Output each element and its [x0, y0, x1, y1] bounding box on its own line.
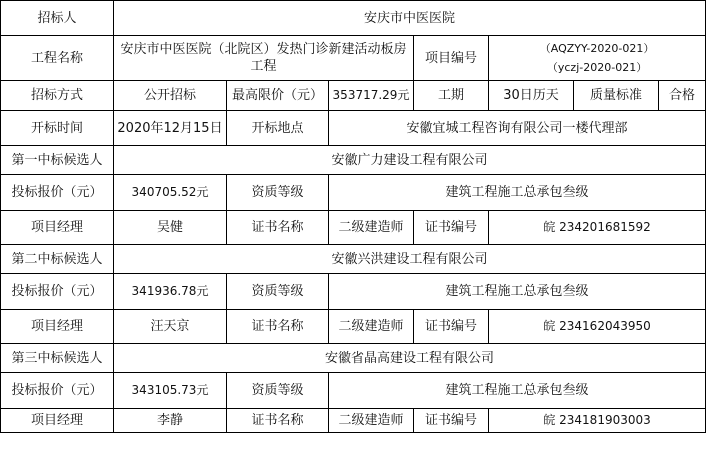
candidate-cert-no-label: 证书编号 — [414, 211, 489, 245]
candidate-qual-label: 资质等级 — [227, 373, 329, 409]
candidate-cert-no-label: 证书编号 — [414, 310, 489, 344]
candidate-cert: 二级建造师 — [329, 211, 414, 245]
quality-label: 质量标准 — [574, 81, 659, 111]
method-value: 公开招标 — [114, 81, 227, 111]
row-candidate-2-manager — [1, 310, 706, 344]
candidate-manager: 吴健 — [114, 211, 227, 245]
row-candidate-1-price — [1, 175, 706, 211]
opening-time-label: 开标时间 — [1, 111, 114, 146]
candidate-cert-label: 证书名称 — [227, 409, 329, 433]
project-code-line2: （yczj-2020-021） — [546, 61, 648, 74]
candidate-qual: 建筑工程施工总承包叁级 — [329, 373, 706, 409]
candidate-company: 安徽兴洪建设工程有限公司 — [114, 245, 706, 274]
candidate-qual: 建筑工程施工总承包叁级 — [329, 175, 706, 211]
candidate-price-label: 投标报价（元） — [1, 373, 114, 409]
project-code-label: 项目编号 — [414, 36, 489, 81]
opening-place-label: 开标地点 — [227, 111, 329, 146]
row-candidate-3 — [1, 344, 706, 373]
candidate-cert-no-label: 证书编号 — [414, 409, 489, 433]
candidate-manager: 李静 — [114, 409, 227, 433]
opening-time-value: 2020年12月15日 — [114, 111, 227, 146]
row-candidate-2-price — [1, 274, 706, 310]
max-price-value: 353717.29元 — [329, 81, 414, 111]
period-value: 30日历天 — [489, 81, 574, 111]
candidate-price: 343105.73元 — [114, 373, 227, 409]
candidate-rank-label: 第一中标候选人 — [1, 146, 114, 175]
candidate-price-label: 投标报价（元） — [1, 274, 114, 310]
candidate-price-label: 投标报价（元） — [1, 175, 114, 211]
max-price-label: 最高限价（元） — [227, 81, 329, 111]
candidate-cert-label: 证书名称 — [227, 310, 329, 344]
candidate-price: 340705.52元 — [114, 175, 227, 211]
candidate-rank-label: 第三中标候选人 — [1, 344, 114, 373]
row-candidate-3-manager — [1, 409, 706, 433]
project-name-label: 工程名称 — [1, 36, 114, 81]
candidate-qual-label: 资质等级 — [227, 274, 329, 310]
candidate-company: 安徽广力建设工程有限公司 — [114, 146, 706, 175]
candidate-manager-label: 项目经理 — [1, 310, 114, 344]
row-opening — [1, 111, 706, 146]
candidate-cert-no: 皖 234181903003 — [489, 409, 706, 433]
tenderer-value: 安庆市中医医院 — [114, 1, 706, 36]
candidate-qual: 建筑工程施工总承包叁级 — [329, 274, 706, 310]
method-label: 招标方式 — [1, 81, 114, 111]
row-candidate-1-manager — [1, 211, 706, 245]
row-candidate-2 — [1, 245, 706, 274]
project-name-value: 安庆市中医医院（北院区）发热门诊新建活动板房工程 — [114, 36, 414, 81]
candidate-qual-label: 资质等级 — [227, 175, 329, 211]
candidate-price: 341936.78元 — [114, 274, 227, 310]
row-candidate-1 — [1, 146, 706, 175]
period-label: 工期 — [414, 81, 489, 111]
opening-place-value: 安徽宜城工程咨询有限公司一楼代理部 — [329, 111, 706, 146]
project-code-value — [489, 36, 706, 81]
candidate-manager: 汪天京 — [114, 310, 227, 344]
candidate-manager-label: 项目经理 — [1, 211, 114, 245]
row-tenderer — [1, 1, 706, 36]
candidate-cert-label: 证书名称 — [227, 211, 329, 245]
row-candidate-3-price — [1, 373, 706, 409]
candidate-manager-label: 项目经理 — [1, 409, 114, 433]
row-project — [1, 36, 706, 81]
candidate-rank-label: 第二中标候选人 — [1, 245, 114, 274]
project-code-line1: （AQZYY-2020-021） — [539, 42, 655, 55]
row-method — [1, 81, 706, 111]
candidate-company: 安徽省晶高建设工程有限公司 — [114, 344, 706, 373]
tenderer-label: 招标人 — [1, 1, 114, 36]
candidate-cert: 二级建造师 — [329, 310, 414, 344]
candidate-cert-no: 皖 234201681592 — [489, 211, 706, 245]
candidate-cert: 二级建造师 — [329, 409, 414, 433]
candidate-cert-no: 皖 234162043950 — [489, 310, 706, 344]
quality-value: 合格 — [659, 81, 706, 111]
